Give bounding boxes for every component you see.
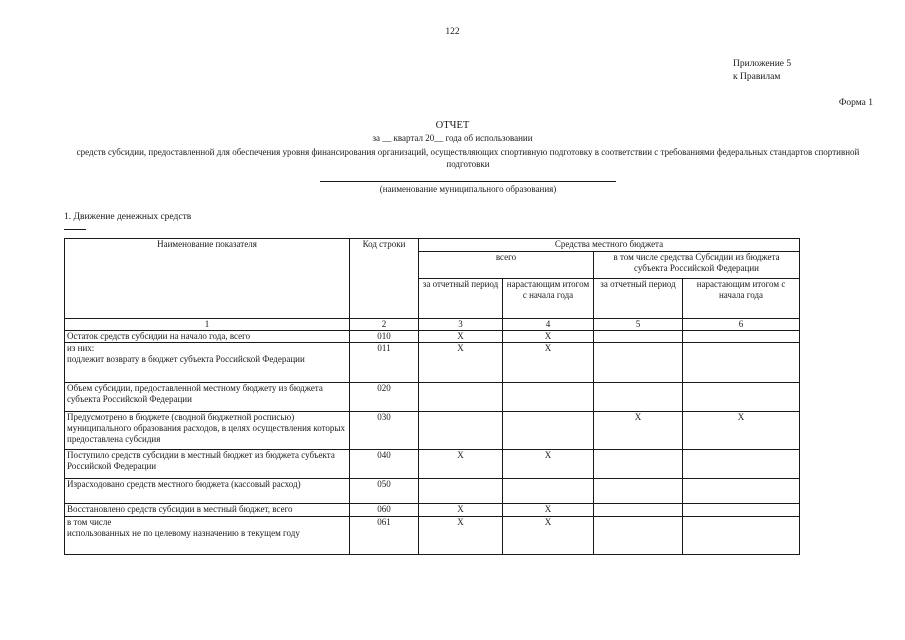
row-name-cell: Объем субсидии, предоставленной местному бюджету из бюджета субъекта Российской Федерации [65, 383, 350, 412]
header-period-1: за отчетный период [419, 279, 503, 319]
header-period-2: за отчетный период [594, 279, 683, 319]
header-total: всего [419, 252, 594, 279]
appendix-line-2: к Правилам [733, 72, 781, 82]
value-cell[interactable] [683, 343, 800, 383]
value-cell[interactable] [503, 412, 594, 450]
row-name-cell: из них: подлежит возврату в бюджет субъекта Российской Федерации [65, 343, 350, 383]
value-cell[interactable] [594, 504, 683, 517]
row-name-cell: Поступило средств субсидии в местный бюджет из бюджета субъекта Российской Федерации [65, 450, 350, 479]
report-description: средств субсидии, предоставленной для обеспечения уровня финансирования организаций, осуществляющих спортивную подготовку в соответствии с требованиями федеральных стандартов спортивной подготовки [76, 147, 860, 169]
municipality-fill-line[interactable] [320, 181, 616, 182]
column-number: 2 [350, 319, 419, 331]
header-line-code: Код строки [350, 239, 419, 319]
table-row [65, 450, 800, 479]
row-code-cell: 030 [350, 412, 419, 450]
table-row [65, 343, 800, 383]
row-name-cell: Предусмотрено в бюджете (сводной бюджетной росписью) муниципального образования расходов, в целях осуществления которых предоставлена субсидия [65, 412, 350, 450]
report-subtitle: за __ квартал 20__ года об использовании [372, 133, 533, 143]
table-row [65, 383, 800, 412]
value-cell[interactable] [683, 517, 800, 555]
row-code-cell: 061 [350, 517, 419, 555]
value-cell[interactable] [683, 504, 800, 517]
section-title: 1. Движение денежных средств [64, 212, 192, 222]
form-label: Форма 1 [838, 98, 873, 108]
value-cell[interactable] [683, 383, 800, 412]
row-code-cell: 040 [350, 450, 419, 479]
value-cell[interactable] [594, 450, 683, 479]
value-cell[interactable] [683, 450, 800, 479]
value-cell[interactable] [594, 331, 683, 343]
row-code-cell: 060 [350, 504, 419, 517]
header-indicator: Наименование показателя [65, 239, 350, 319]
header-cumulative-2: нарастающим итогом с начала года [683, 279, 800, 319]
column-number: 1 [65, 319, 350, 331]
row-code-cell: 011 [350, 343, 419, 383]
value-cell[interactable]: Х [419, 517, 503, 555]
row-code-cell: 020 [350, 383, 419, 412]
table-row [65, 504, 800, 517]
value-cell[interactable]: Х [419, 343, 503, 383]
value-cell[interactable] [594, 343, 683, 383]
value-cell[interactable]: Х [419, 331, 503, 343]
value-cell[interactable] [503, 479, 594, 504]
value-cell[interactable]: Х [503, 343, 594, 383]
appendix-note [733, 58, 791, 84]
value-cell[interactable] [503, 383, 594, 412]
value-cell[interactable]: Х [683, 412, 800, 450]
header-cumulative-1: нарастающим итогом с начала года [503, 279, 594, 319]
value-cell[interactable] [594, 479, 683, 504]
report-title: ОТЧЕТ [435, 120, 470, 131]
appendix-line-1: Приложение 5 [733, 59, 792, 69]
cash-flow-table [64, 238, 800, 555]
table-row [65, 331, 800, 343]
table-row [65, 479, 800, 504]
table-row [65, 517, 800, 555]
column-number: 3 [419, 319, 503, 331]
table-row [65, 412, 800, 450]
column-number: 4 [503, 319, 594, 331]
page-number: 122 [445, 27, 460, 37]
value-cell[interactable]: Х [503, 450, 594, 479]
row-code-cell: 050 [350, 479, 419, 504]
municipality-caption: (наименование муниципального образования) [379, 184, 557, 194]
value-cell[interactable] [419, 479, 503, 504]
value-cell[interactable] [683, 331, 800, 343]
row-name-cell: Остаток средств субсидии на начало года, всего [65, 331, 350, 343]
column-numbers-row [65, 319, 800, 331]
value-cell[interactable] [419, 412, 503, 450]
column-number: 6 [683, 319, 800, 331]
row-code-cell: 010 [350, 331, 419, 343]
value-cell[interactable] [683, 479, 800, 504]
value-cell[interactable]: Х [419, 450, 503, 479]
row-name-cell: Израсходовано средств местного бюджета (кассовый расход) [65, 479, 350, 504]
value-cell[interactable]: Х [419, 504, 503, 517]
header-subsidy-part: в том числе средства Субсидии из бюджета субъекта Российской Федерации [594, 252, 800, 279]
value-cell[interactable]: Х [503, 504, 594, 517]
value-cell[interactable]: Х [594, 412, 683, 450]
row-name-cell: в том числе использованных не по целевому назначению в текущем году [65, 517, 350, 555]
header-local-budget: Средства местного бюджета [419, 239, 800, 252]
section-divider [64, 229, 86, 230]
value-cell[interactable] [594, 517, 683, 555]
column-number: 5 [594, 319, 683, 331]
value-cell[interactable] [419, 383, 503, 412]
value-cell[interactable]: Х [503, 331, 594, 343]
value-cell[interactable]: Х [503, 517, 594, 555]
row-name-cell: Восстановлено средств субсидии в местный бюджет, всего [65, 504, 350, 517]
value-cell[interactable] [594, 383, 683, 412]
